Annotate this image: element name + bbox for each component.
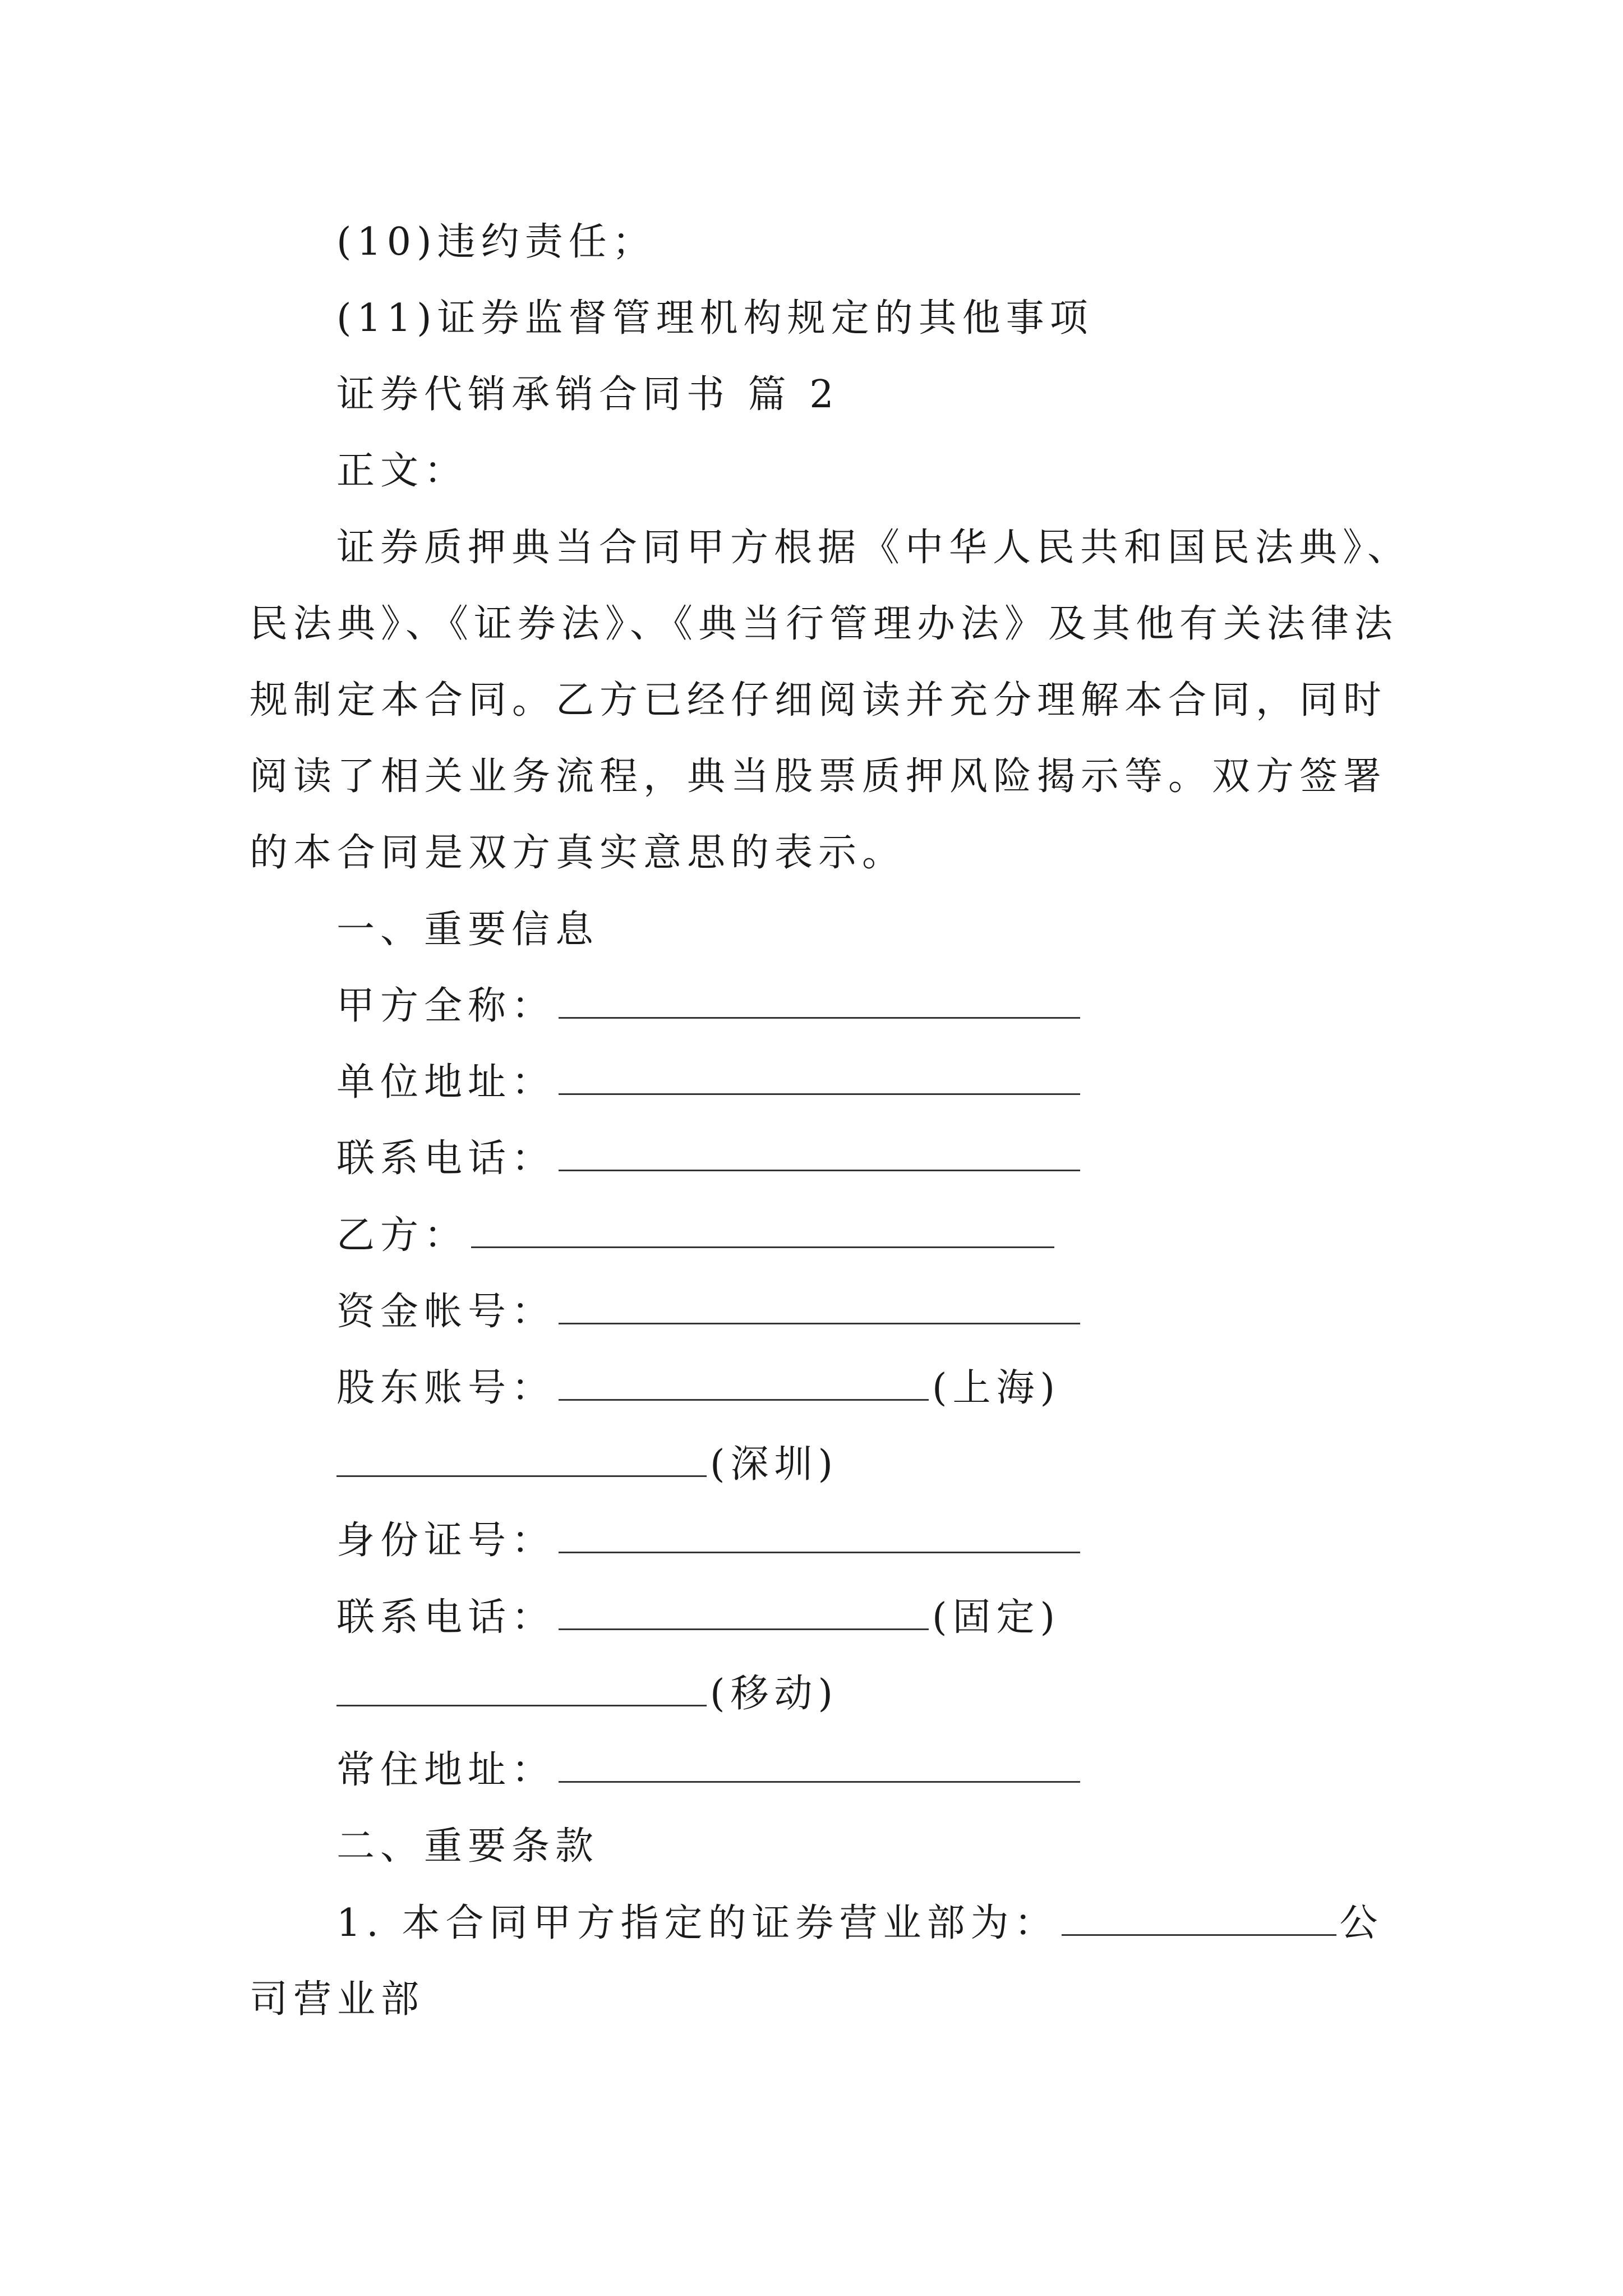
field-mobile (336, 1672, 838, 1717)
paragraph-line-1: 证券质押典当合同甲方根据《中华人民共和国民法典》、 (336, 526, 1412, 570)
field-id-number (336, 1519, 1083, 1563)
clause-1-continued: 司营业部 (250, 1977, 425, 2022)
fill-blank[interactable] (559, 1138, 1080, 1171)
field-party-b (336, 1213, 1058, 1258)
fill-blank[interactable] (559, 1062, 1080, 1095)
item-10: (10)违约责任； (336, 220, 656, 264)
field-residence (336, 1748, 1083, 1793)
fill-blank[interactable] (1062, 1903, 1336, 1936)
field-label: 联系电话： (336, 1595, 556, 1640)
item-11: (11)证券监督管理机构规定的其他事项 (336, 296, 1094, 341)
shanghai-label: (上海) (932, 1366, 1061, 1410)
mobile-label: (移动) (710, 1672, 839, 1716)
field-shareholder-account (336, 1366, 1061, 1411)
fill-blank[interactable] (559, 1750, 1080, 1783)
field-shenzhen (336, 1442, 838, 1487)
fill-blank[interactable] (559, 1520, 1080, 1553)
fill-blank[interactable] (559, 1597, 929, 1630)
field-phone-a (336, 1137, 1083, 1181)
clause-1 (336, 1901, 1384, 1946)
body-label: 正文： (336, 449, 468, 493)
paragraph-line-3: 规制定本合同。乙方已经仔细阅读并充分理解本合同，同时 (250, 678, 1387, 723)
heading-important-terms: 二、重要条款 (336, 1824, 600, 1869)
fill-blank[interactable] (336, 1673, 707, 1706)
paragraph-line-5: 的本合同是双方真实意思的表示。 (250, 831, 906, 875)
fill-blank[interactable] (471, 1215, 1054, 1248)
field-party-a-name (336, 984, 1083, 1029)
field-label: 股东账号： (336, 1366, 556, 1410)
field-label: 常住地址： (336, 1748, 556, 1792)
paragraph-line-4: 阅读了相关业务流程，典当股票质押风险揭示等。双方签署 (250, 754, 1387, 799)
fill-blank[interactable] (336, 1444, 707, 1477)
clause-1-text: 1. 本合同甲方指定的证券营业部为： (336, 1901, 1058, 1945)
heading-important-info: 一、重要信息 (336, 908, 600, 952)
field-label: 单位地址： (336, 1060, 556, 1105)
fixed-label: (固定) (932, 1595, 1061, 1640)
field-label: 乙方： (336, 1213, 468, 1258)
field-unit-address (336, 1060, 1083, 1105)
shenzhen-label: (深圳) (710, 1442, 839, 1487)
section-title: 证券代销承销合同书 篇 2 (336, 372, 840, 417)
field-label: 联系电话： (336, 1137, 556, 1181)
field-label: 甲方全称： (336, 984, 556, 1028)
field-label: 资金帐号： (336, 1290, 556, 1334)
paragraph-line-2: 民法典》、《证券法》、《典当行管理办法》及其他有关法律法 (250, 602, 1399, 646)
fill-blank[interactable] (559, 1291, 1080, 1324)
fill-blank[interactable] (559, 986, 1080, 1019)
field-label: 身份证号： (336, 1519, 556, 1563)
field-fund-account (336, 1290, 1083, 1335)
field-phone-b (336, 1595, 1061, 1640)
fill-blank[interactable] (559, 1368, 929, 1401)
clause-1-suffix: 公 (1339, 1901, 1384, 1945)
